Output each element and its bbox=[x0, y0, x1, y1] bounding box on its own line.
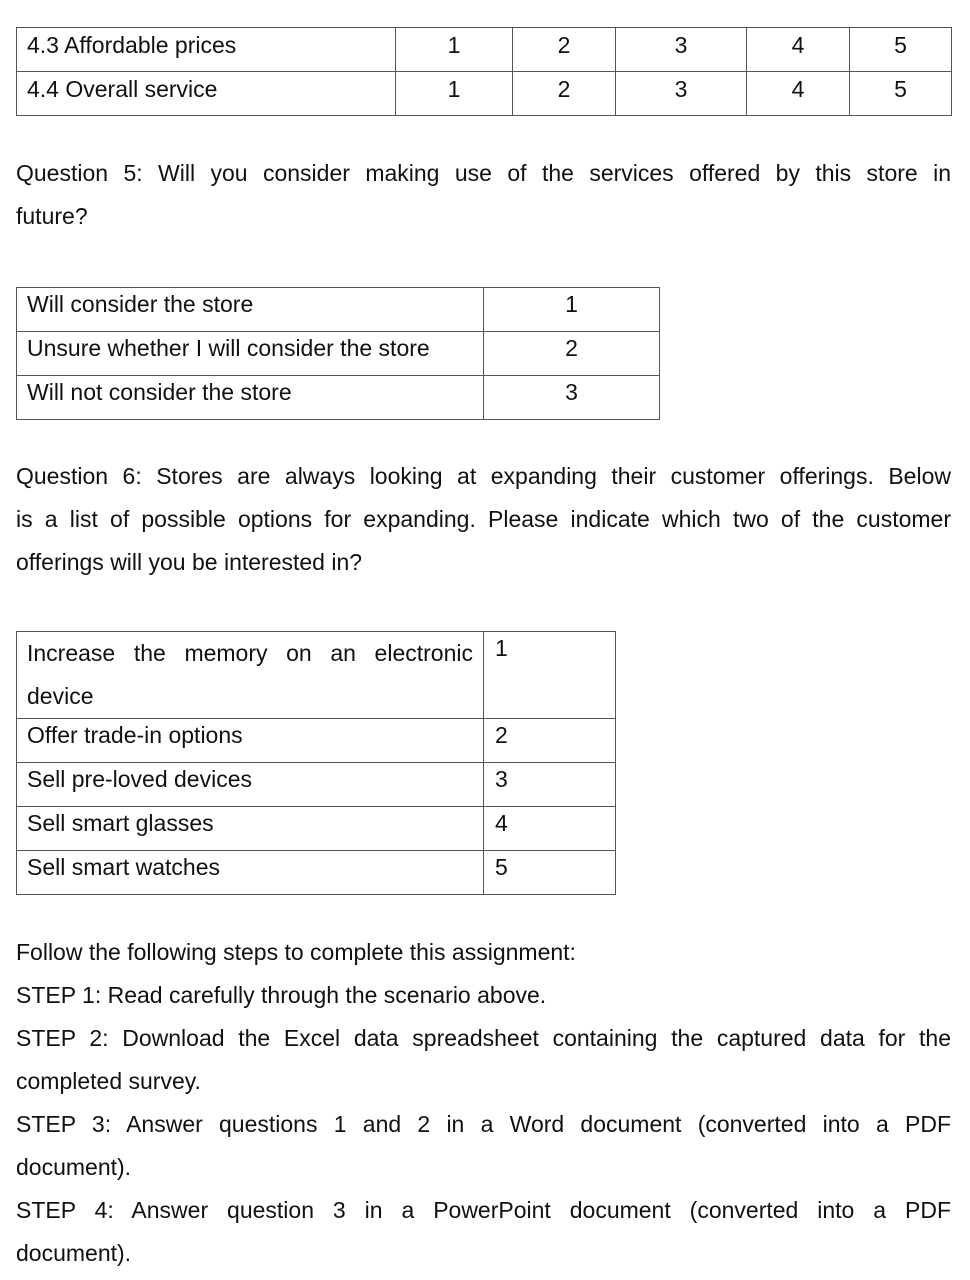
table-row bbox=[17, 332, 660, 376]
question-6-line-2: is a list of possible options for expanding. Please indicate which two of the customer bbox=[16, 506, 951, 532]
table-row bbox=[17, 763, 616, 807]
rating-value-4: 4 bbox=[747, 72, 850, 116]
option-code: 3 bbox=[484, 376, 660, 420]
rating-value-2: 2 bbox=[513, 28, 616, 72]
step-2-line-1: STEP 2: Download the Excel data spreadsheet containing the captured data for the bbox=[16, 1025, 951, 1051]
step-2-line-2: completed survey. bbox=[16, 1068, 201, 1094]
table-row bbox=[17, 28, 952, 72]
rating-value-5: 5 bbox=[850, 28, 952, 72]
rating-value-2: 2 bbox=[513, 72, 616, 116]
rating-value-4: 4 bbox=[747, 28, 850, 72]
option-label: Offer trade-in options bbox=[17, 719, 484, 763]
question-6-text bbox=[16, 455, 951, 584]
question-6-line-3: offerings will you be interested in? bbox=[16, 549, 363, 575]
step-3-line-2: document). bbox=[16, 1154, 132, 1180]
table-row bbox=[17, 632, 616, 719]
option-label: Increase the memory on an electronic device bbox=[17, 632, 484, 719]
option-label: Sell smart watches bbox=[17, 851, 484, 895]
table-row bbox=[17, 288, 660, 332]
option-code: 1 bbox=[484, 632, 616, 719]
option-label: Unsure whether I will consider the store bbox=[17, 332, 484, 376]
option-code: 2 bbox=[484, 719, 616, 763]
table-row bbox=[17, 807, 616, 851]
rating-value-3: 3 bbox=[616, 72, 747, 116]
question-6-line-1: Question 6: Stores are always looking at expanding their customer offerings. Below bbox=[16, 463, 951, 489]
rating-label: 4.3 Affordable prices bbox=[17, 28, 396, 72]
option-code: 4 bbox=[484, 807, 616, 851]
table-row bbox=[17, 376, 660, 420]
rating-value-1: 1 bbox=[396, 28, 513, 72]
question-6-options-table bbox=[16, 631, 616, 895]
table-row bbox=[17, 851, 616, 895]
step-1: STEP 1: Read carefully through the scenario above. bbox=[16, 982, 547, 1008]
rating-value-5: 5 bbox=[850, 72, 952, 116]
option-label: Will not consider the store bbox=[17, 376, 484, 420]
question-5-line-2: future? bbox=[16, 203, 88, 229]
question-5-line-1: Question 5: Will you consider making use of the services offered by this store in bbox=[16, 160, 951, 186]
table-row bbox=[17, 719, 616, 763]
step-4-line-2: document). bbox=[16, 1240, 132, 1266]
rating-value-1: 1 bbox=[396, 72, 513, 116]
instructions-intro: Follow the following steps to complete this assignment: bbox=[16, 939, 576, 965]
step-4-line-1: STEP 4: Answer question 3 in a PowerPoint document (converted into a PDF bbox=[16, 1197, 951, 1223]
instructions bbox=[16, 931, 951, 1275]
option-code: 2 bbox=[484, 332, 660, 376]
option-code: 5 bbox=[484, 851, 616, 895]
option-label: Sell smart glasses bbox=[17, 807, 484, 851]
rating-table bbox=[16, 27, 952, 116]
option-label: Will consider the store bbox=[17, 288, 484, 332]
rating-label: 4.4 Overall service bbox=[17, 72, 396, 116]
question-5-text bbox=[16, 152, 951, 238]
option-code: 3 bbox=[484, 763, 616, 807]
rating-value-3: 3 bbox=[616, 28, 747, 72]
table-row bbox=[17, 72, 952, 116]
step-3-line-1: STEP 3: Answer questions 1 and 2 in a Word document (converted into a PDF bbox=[16, 1111, 951, 1137]
option-label: Sell pre-loved devices bbox=[17, 763, 484, 807]
question-5-options-table bbox=[16, 287, 660, 420]
option-code: 1 bbox=[484, 288, 660, 332]
